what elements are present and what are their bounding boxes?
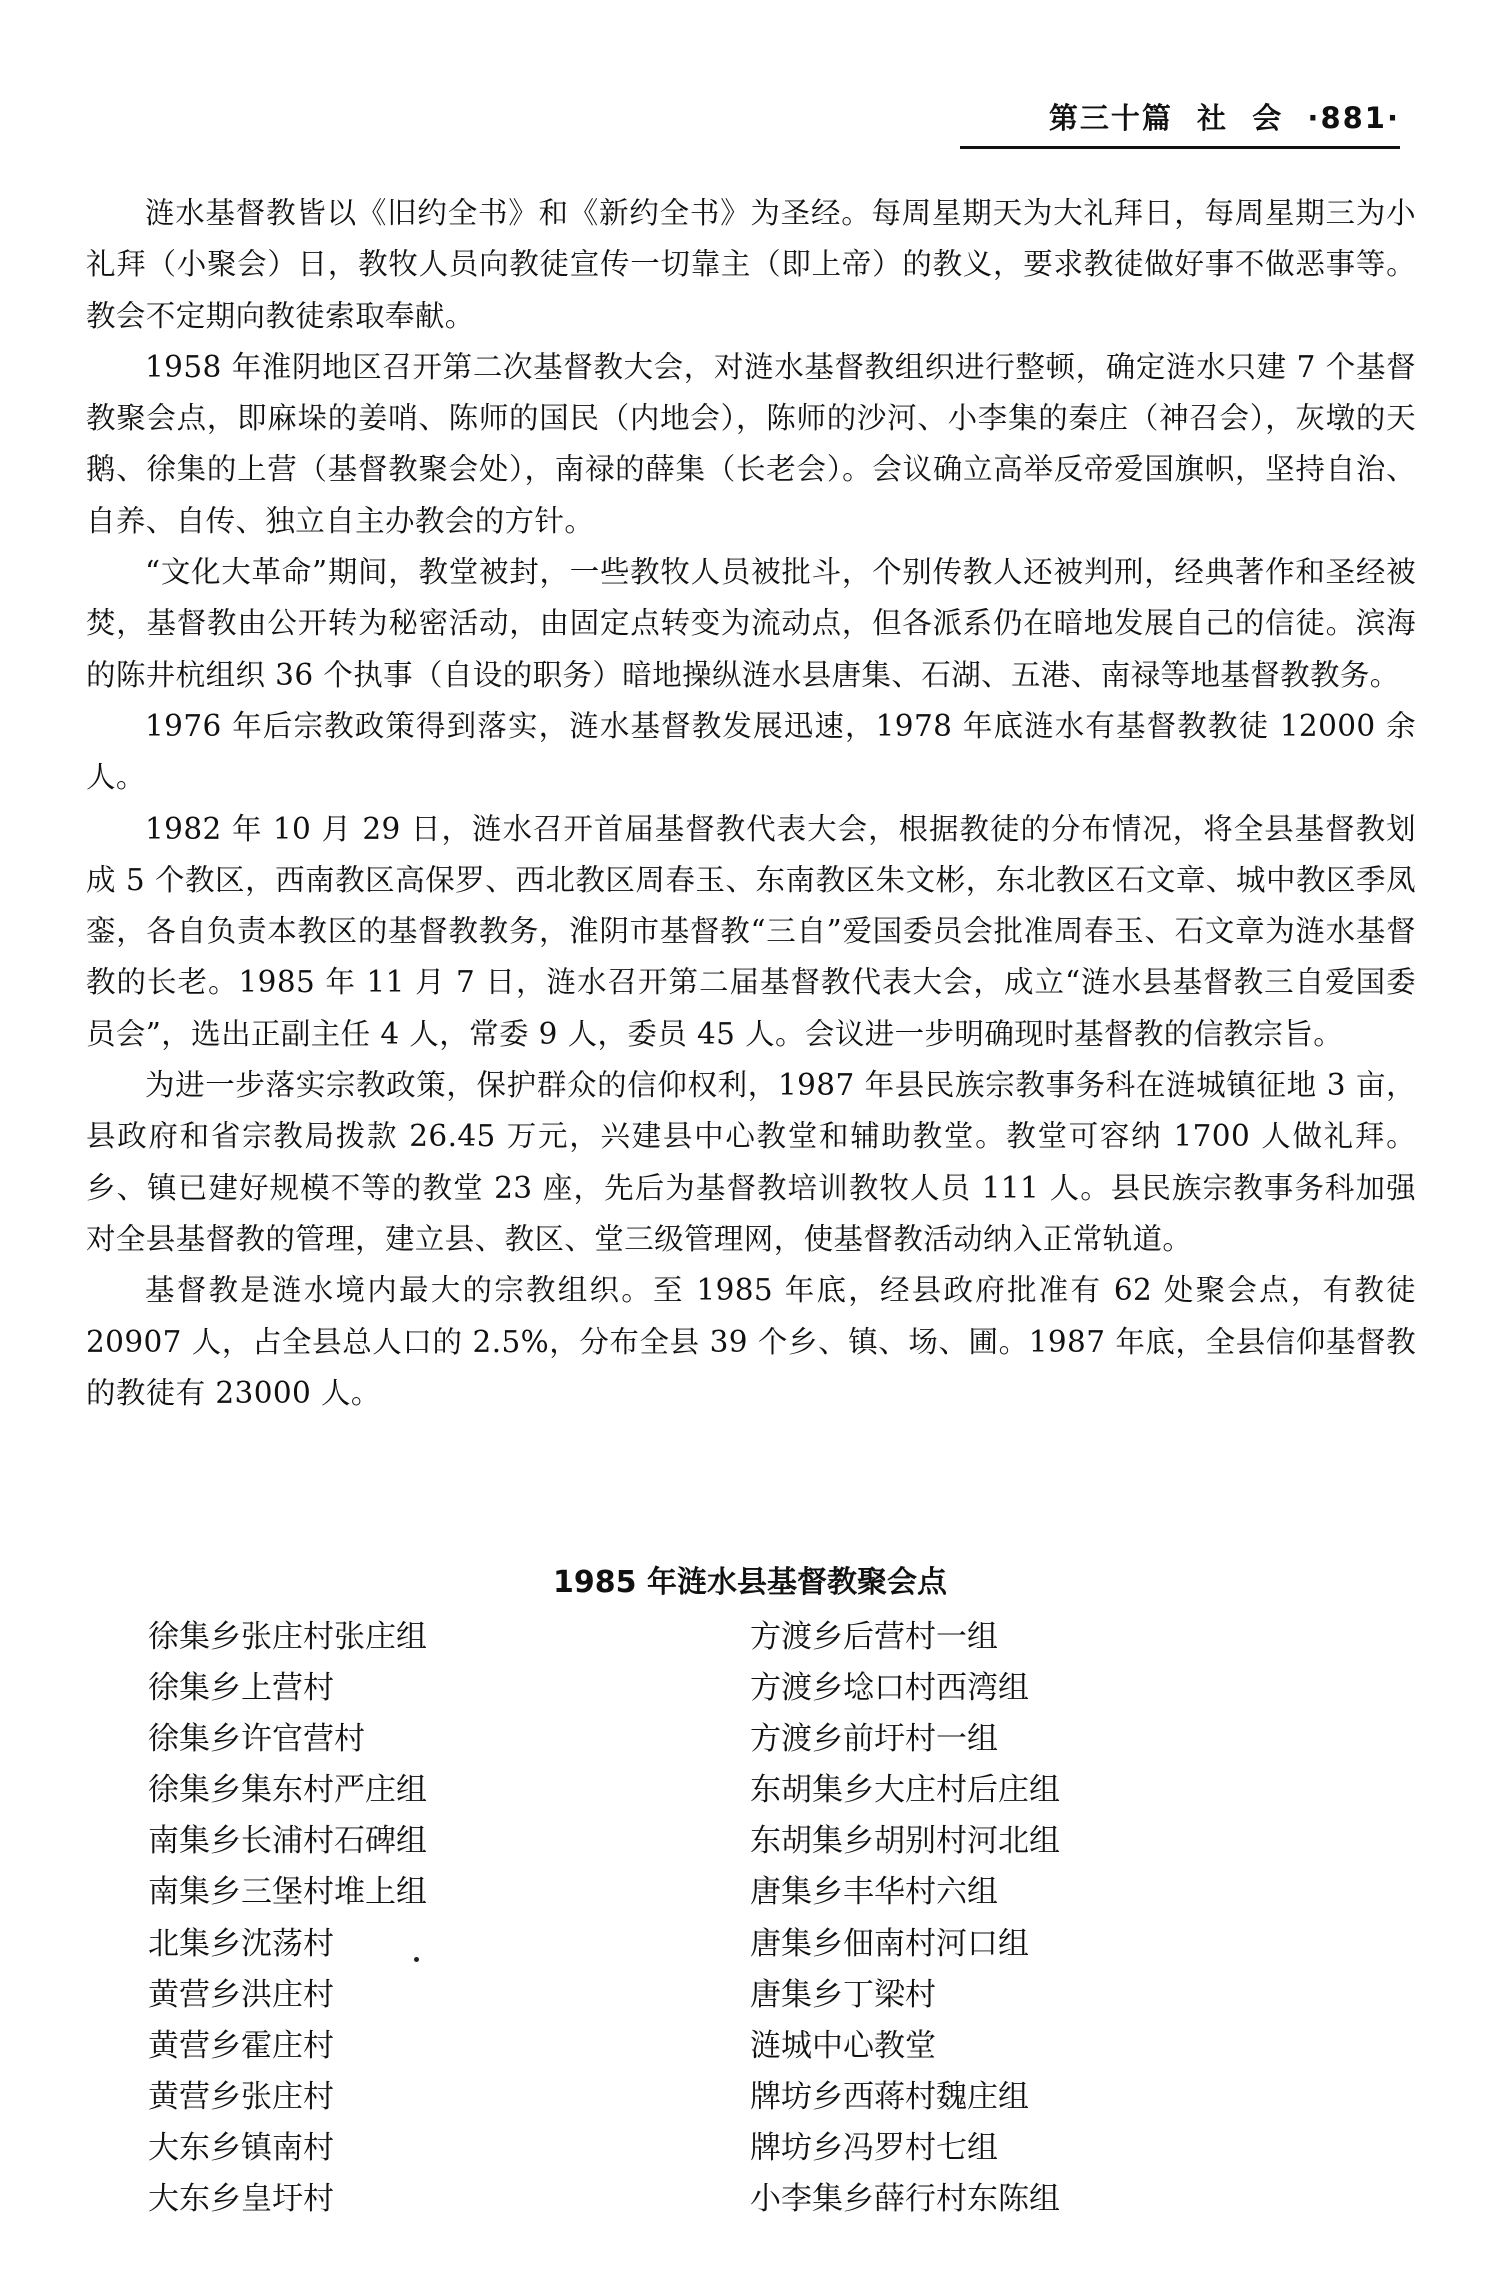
list-item: 东胡集乡大庄村后庄组 [750, 1772, 1060, 1809]
list-item: 涟城中心教堂 [750, 2027, 936, 2064]
print-speck [414, 1957, 419, 1962]
list-item: 南集乡长浦村石碑组 [148, 1823, 427, 1860]
list-item: 徐集乡集东村严庄组 [148, 1772, 427, 1809]
list-item: 徐集乡张庄村张庄组 [148, 1619, 427, 1655]
paragraph-1: 涟水基督教皆以《旧约全书》和《新约全书》为圣经。每周星期天为大礼拜日，每周星期三为小礼拜（小聚会）日，教牧人员向教徒宣传一切靠主（即上帝）的教义，要求教徒做好事不做恶事等。教会不定期向教徒索取奉献。 [86, 196, 1416, 333]
list-item: 徐集乡上营村 [148, 1670, 334, 1707]
gathering-points-title: 1985 年涟水县基督教聚会点 [553, 1565, 947, 1600]
list-item: 大东乡皇圩村 [148, 2181, 334, 2218]
list-item: 大东乡镇南村 [148, 2129, 334, 2166]
list-item: 黄营乡霍庄村 [148, 2027, 334, 2064]
list-item: 黄营乡张庄村 [148, 2078, 334, 2115]
gathering-points-right-column [750, 1612, 1060, 2225]
paragraph-7: 基督教是涟水境内最大的宗教组织。至 1985 年底，经县政府批准有 62 处聚会点，有教徒 20907 人，占全县总人口的 2.5%，分布全县 39 个乡、镇、场、圃。1987 年底，全县信仰基督教的教徒有 23000 人。 [86, 1273, 1416, 1410]
gathering-points-left-column [148, 1612, 427, 2225]
list-item: 方渡乡埝口村西湾组 [750, 1670, 1029, 1707]
paragraph-6: 为进一步落实宗教政策，保护群众的信仰权利，1987 年县民族宗教事务科在涟城镇征地 3 亩，县政府和省宗教局拨款 26.45 万元，兴建县中心教堂和辅助教堂。教堂可容纳 1700 人做礼拜。乡、镇已建好规模不等的教堂 23 座，先后为基督教培训教牧人员 111 人。县民族宗教事务科加强对全县基督教的管理，建立县、教区、堂三级管理网，使基督教活动纳入正常轨道。 [86, 1068, 1416, 1256]
paragraph-5: 1982 年 10 月 29 日，涟水召开首届基督教代表大会，根据教徒的分布情况，将全县基督教划成 5 个教区，西南教区高保罗、西北教区周春玉、东南教区朱文彬，东北教区石文章、城中教区季凤銮，各自负责本教区的基督教教务，淮阴市基督教“三自”爱国委员会批准周春玉、石文章为涟水基督教的长老。1985 年 11 月 7 日，涟水召开第二届基督教代表大会，成立“涟水县基督教三自爱国委员会”，选出正副主任 4 人，常委 9 人，委员 45 人。会议进一步明确现时基督教的信教宗旨。 [86, 811, 1416, 1051]
list-item: 牌坊乡西蒋村魏庄组 [750, 2078, 1029, 2115]
list-item: 东胡集乡胡别村河北组 [750, 1823, 1060, 1860]
list-item: 牌坊乡冯罗村七组 [750, 2129, 998, 2166]
list-item: 唐集乡丁梁村 [750, 1976, 936, 2013]
paragraph-2: 1958 年淮阴地区召开第二次基督教大会，对涟水基督教组织进行整顿，确定涟水只建 7 个基督教聚会点，即麻垛的姜哨、陈师的国民（内地会），陈师的沙河、小李集的秦庄（神召会），灰墩的天鹅、徐集的上营（基督教聚会处），南禄的薛集（长老会）。会议确立高举反帝爱国旗帜，坚持自治、自养、自传、独立自主办教会的方针。 [86, 349, 1416, 538]
list-item: 唐集乡佃南村河口组 [750, 1925, 1029, 1962]
list-item: 南集乡三堡村堆上组 [148, 1874, 427, 1911]
list-item: 黄营乡洪庄村 [148, 1976, 334, 2013]
list-item: 唐集乡丰华村六组 [750, 1874, 998, 1911]
body-text [86, 188, 1416, 1419]
list-item: 小李集乡薛行村东陈组 [750, 2181, 1060, 2218]
list-item: 方渡乡前圩村一组 [750, 1721, 998, 1758]
list-item: 方渡乡后营村一组 [750, 1619, 998, 1655]
list-item: 徐集乡许官营村 [148, 1721, 365, 1758]
list-item: 北集乡沈荡村 [148, 1925, 334, 1962]
running-header: 第三十篇 社 会 ·881· [960, 96, 1400, 149]
paragraph-4: 1976 年后宗教政策得到落实，涟水基督教发展迅速，1978 年底涟水有基督教教徒 12000 余人。 [86, 708, 1416, 795]
paragraph-3: “文化大革命”期间，教堂被封，一些教牧人员被批斗，个别传教人还被判刑，经典著作和圣经被焚，基督教由公开转为秘密活动，由固定点转变为流动点，但各派系仍在暗地发展自己的信徒。滨海的陈井杭组织 36 个执事（自设的职务）暗地操纵涟水县唐集、石湖、五港、南禄等地基督教教务。 [86, 555, 1416, 692]
